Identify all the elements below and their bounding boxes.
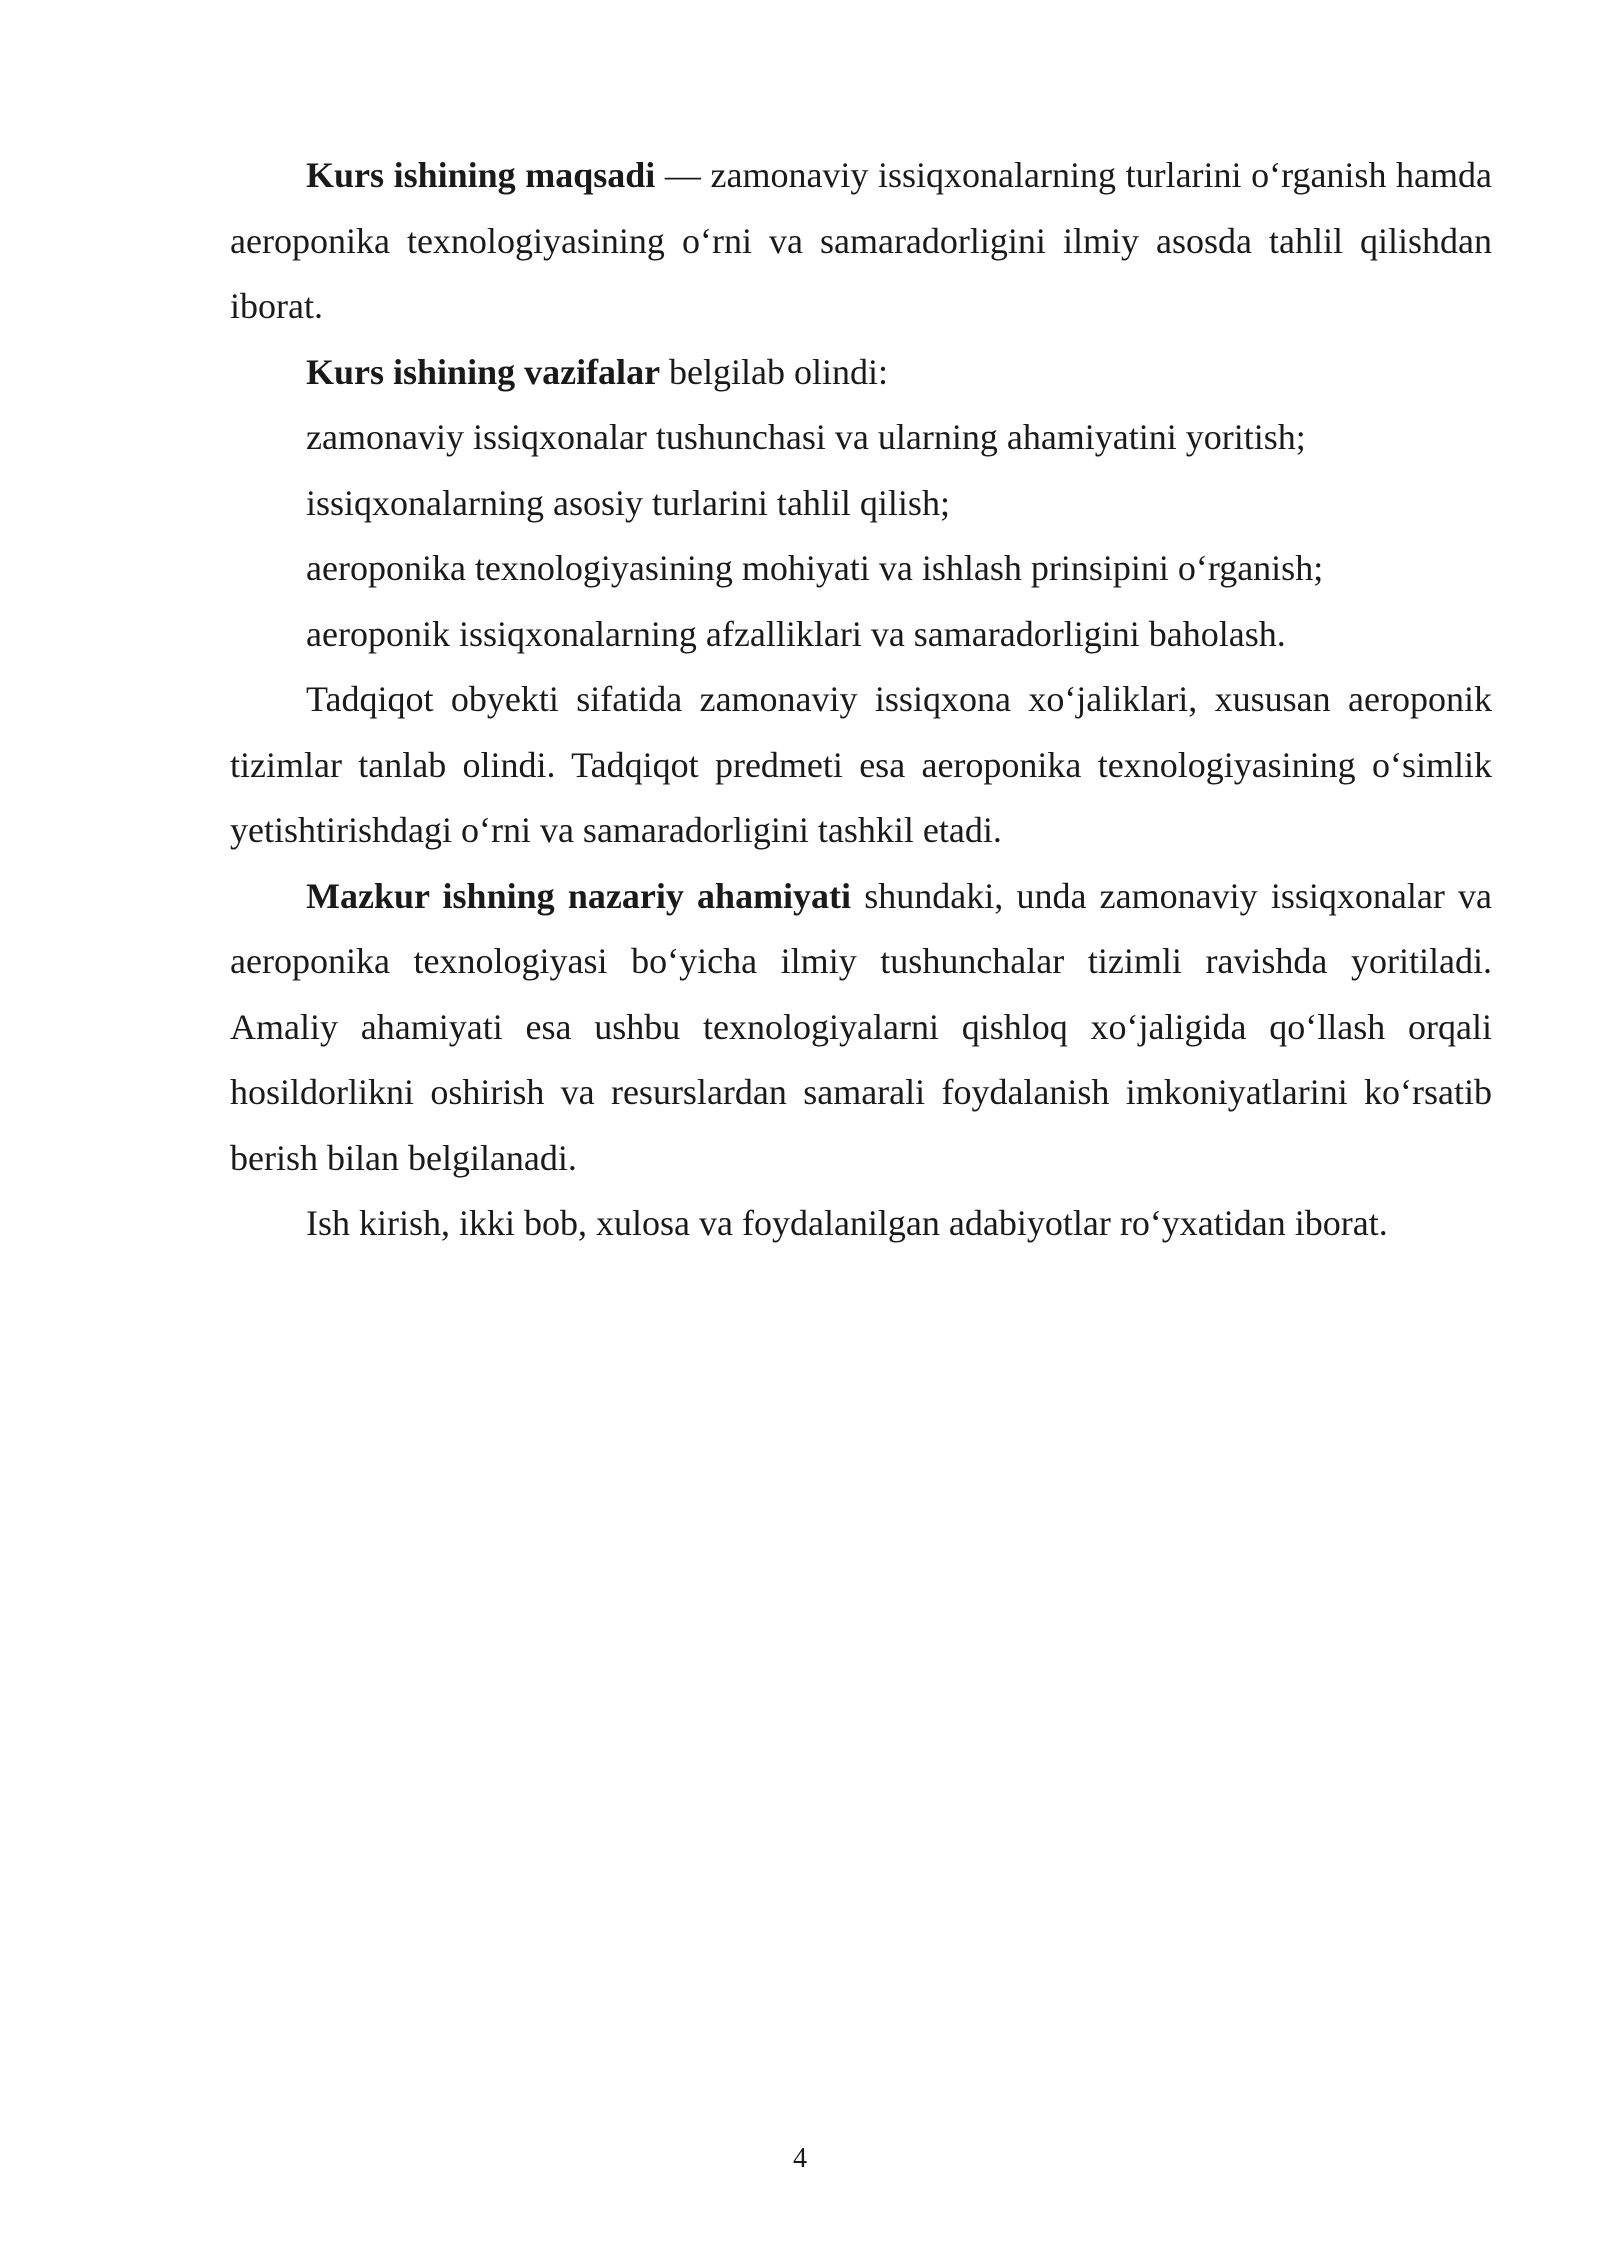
task-item-1-text: zamonaviy issiqxonalar tushunchasi va ularning ahamiyatini yoritish;	[306, 417, 1306, 457]
task-item-1	[230, 405, 1492, 471]
paragraph-significance-text: shundaki, unda zamonaviy issiqxonalar va aeroponika texnologiyasi bo‘yicha ilmiy tushunchalar tizimli ravishda yoritiladi. Amaliy ahamiyati esa ushbu texnologiyalarni qishloq xo‘jaligida qo‘llash orqali hosildorlikni oshirish va resurslardan samarali foydalanish imkoniyatlarini ko‘rsatib berish bilan belgilanadi.	[230, 875, 1492, 1178]
task-item-3	[230, 536, 1492, 602]
document-page	[230, 143, 1492, 1257]
paragraph-aim-heading: Kurs ishining maqsadi	[306, 155, 656, 195]
task-item-4-text: aeroponik issiqxonalarning afzalliklari va samaradorligini baholash.	[306, 613, 1286, 654]
paragraph-tasks-heading: Kurs ishining vazifalar	[306, 351, 661, 392]
paragraph-research-object	[230, 667, 1492, 864]
task-item-2-text: issiqxonalarning asosiy turlarini tahlil qilish;	[306, 482, 950, 523]
paragraph-aim	[230, 143, 1492, 340]
paragraph-significance-heading: Mazkur ishning nazariy ahamiyati	[306, 875, 852, 916]
paragraph-tasks-text: belgilab olindi:	[660, 351, 889, 392]
paragraph-aim-text: — zamonaviy issiqxonalarning turlarini o‘rganish hamda aeroponika texnologiyasining o‘rni va samaradorligini ilmiy asosda tahlil qilishdan iborat.	[230, 155, 1492, 326]
paragraph-structure	[230, 1191, 1492, 1257]
paragraph-significance	[230, 864, 1492, 1192]
paragraph-structure-text: Ish kirish, ikki bob, xulosa va foydalanilgan adabiyotlar ro‘yxatidan iborat.	[306, 1203, 1388, 1243]
paragraph-research-object-text: Tadqiqot obyekti sifatida zamonaviy issiqxona xo‘jaliklari, xususan aeroponik tizimlar tanlab olindi. Tadqiqot predmeti esa aeroponika texnologiyasining o‘simlik yetishtirishdagi o‘rni va samaradorligini tashkil etadi.	[230, 679, 1492, 850]
task-item-3-text: aeroponika texnologiyasining mohiyati va ishlash prinsipini o‘rganish;	[306, 548, 1324, 588]
paragraph-tasks-intro	[230, 340, 1492, 406]
task-item-4	[230, 602, 1492, 668]
page-number: 4	[793, 2143, 807, 2174]
task-item-2	[230, 471, 1492, 537]
